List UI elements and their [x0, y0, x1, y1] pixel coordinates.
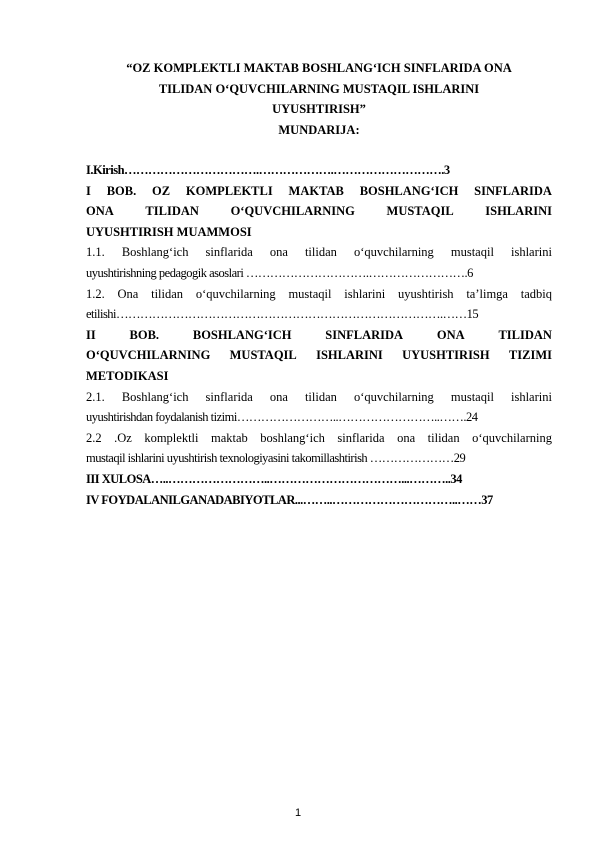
title-line-2: TILIDAN O‘QUVCHILARNING MUSTAQIL ISHLARINI	[158, 81, 480, 96]
toc-section-2-1-line-1	[86, 387, 552, 408]
toc-word: OZ	[152, 183, 171, 198]
toc-word: I	[86, 183, 91, 198]
document-title	[86, 58, 552, 140]
toc-word: uyushtirish	[398, 286, 454, 301]
toc-word: ishlarini	[344, 286, 386, 301]
toc-word: BOB.	[106, 183, 137, 198]
toc-chapter-1-line-2	[86, 201, 552, 222]
toc-word: MAKTAB	[288, 183, 344, 198]
toc-word: ishlarini	[511, 389, 552, 404]
toc-word: o‘quvchilarning	[353, 245, 434, 260]
toc-word: BOB.	[129, 327, 160, 342]
toc-word: mustaqil	[450, 245, 494, 260]
toc-word: ONA	[436, 327, 465, 342]
toc-word: UYUSHTIRISH	[402, 348, 490, 363]
toc-word: MUSTAQIL	[386, 204, 454, 219]
toc-word: boshlang‘ich	[260, 430, 325, 445]
toc-chapter-2-line-3: METODIKASI	[86, 368, 169, 383]
toc-word: Boshlang‘ich	[121, 245, 189, 260]
toc-word: maktab	[211, 430, 248, 445]
toc-word: sinflarida	[337, 430, 385, 445]
toc-section-2-2-line-2: mustaqil ishlarini uyushtirish texnologiyasini takomillashtirish …………………29	[86, 451, 466, 466]
toc-word: TILIDAN	[145, 204, 199, 219]
toc-word: tilidan	[427, 430, 460, 445]
toc-word: o‘quvchilarning	[195, 286, 276, 301]
toc-section-1-1-line-1	[86, 242, 552, 263]
toc-word: ONA	[86, 204, 114, 219]
toc-word: TILIDAN	[498, 327, 552, 342]
toc-word: 2.1.	[86, 389, 105, 404]
toc-word: o‘quvchilarning	[353, 389, 434, 404]
page-number: 1	[294, 807, 302, 819]
toc-section-1-2-line-2: etilishi……………………………………………………………………….……15	[86, 307, 479, 322]
toc-word: sinflarida	[205, 245, 253, 260]
toc-word: mustaqil	[288, 286, 332, 301]
toc-word: SINFLARIDA	[325, 327, 404, 342]
toc-word: II	[86, 327, 96, 342]
toc-word: 1.1.	[86, 245, 105, 260]
toc-word: Ona	[117, 286, 139, 301]
toc-word: tadbiq	[520, 286, 552, 301]
toc-word: 1.2.	[86, 286, 105, 301]
toc-word: komplektli	[144, 430, 199, 445]
toc-word: ona	[397, 430, 416, 445]
contents-heading: MUNDARIJA:	[278, 122, 360, 137]
toc-word: ona	[269, 389, 288, 404]
toc-word: ta’limga	[466, 286, 508, 301]
title-line-1: “OZ KOMPLEKTLI MAKTAB BOSHLANG‘ICH SINFLARIDA ONA	[126, 61, 512, 75]
toc-word: mustaqil	[450, 389, 494, 404]
toc-chapter-1-line-1	[86, 181, 552, 202]
toc-chapter-1-line-3: UYUSHTIRISH MUAMMOSI	[86, 224, 252, 239]
toc-entry-foydalanilgan-adabiyotlar: IV FOYDALANILGANADABIYOTLAR...……..…………………………..……37	[86, 492, 493, 507]
toc-word: tilidan	[304, 245, 337, 260]
toc-word: ona	[269, 245, 288, 260]
toc-word: TIZIMI	[508, 348, 552, 363]
title-line-3: UYUSHTIRISH”	[272, 102, 366, 116]
toc-word: O‘QUVCHILARNING	[230, 204, 355, 219]
toc-word: BOSHLANG‘ICH	[192, 327, 292, 342]
table-of-contents	[86, 160, 552, 510]
toc-word: tilidan	[151, 286, 184, 301]
toc-word: sinflarida	[205, 389, 253, 404]
toc-word: SINFLARIDA	[474, 183, 552, 198]
toc-chapter-2-line-1	[86, 325, 552, 346]
toc-word: BOSHLANG‘ICH	[359, 183, 459, 198]
toc-word: ISHLARINI	[316, 348, 383, 363]
toc-word: MUSTAQIL	[229, 348, 297, 363]
toc-section-1-1-line-2: uyushtirishning pedagogik asoslari ………………………….…………………….6	[86, 265, 473, 280]
toc-word: Boshlang‘ich	[121, 389, 189, 404]
toc-word: ISHLARINI	[485, 204, 552, 219]
toc-section-1-2-line-1	[86, 284, 552, 305]
toc-word: .Oz	[114, 430, 132, 445]
toc-word: ishlarini	[511, 245, 552, 260]
toc-word: 2.2	[86, 430, 102, 445]
toc-entry-xulosa: III XULOSA…..……………………..……………………………...………..34	[86, 471, 462, 486]
toc-word: KOMPLEKTLI	[185, 183, 273, 198]
toc-word: O‘QUVCHILARNING	[86, 348, 211, 363]
toc-section-2-2-line-1	[86, 428, 552, 449]
toc-word: tilidan	[304, 389, 337, 404]
toc-chapter-2-line-2	[86, 345, 552, 366]
toc-entry-kirish: I.Kirish…………………………….……………….……………………….3	[86, 163, 450, 177]
toc-section-2-1-line-2: uyushtirishdan foydalanish tizimi……………………..……………………..…….24	[86, 410, 478, 425]
toc-word: o‘quvchilarning	[472, 430, 552, 445]
